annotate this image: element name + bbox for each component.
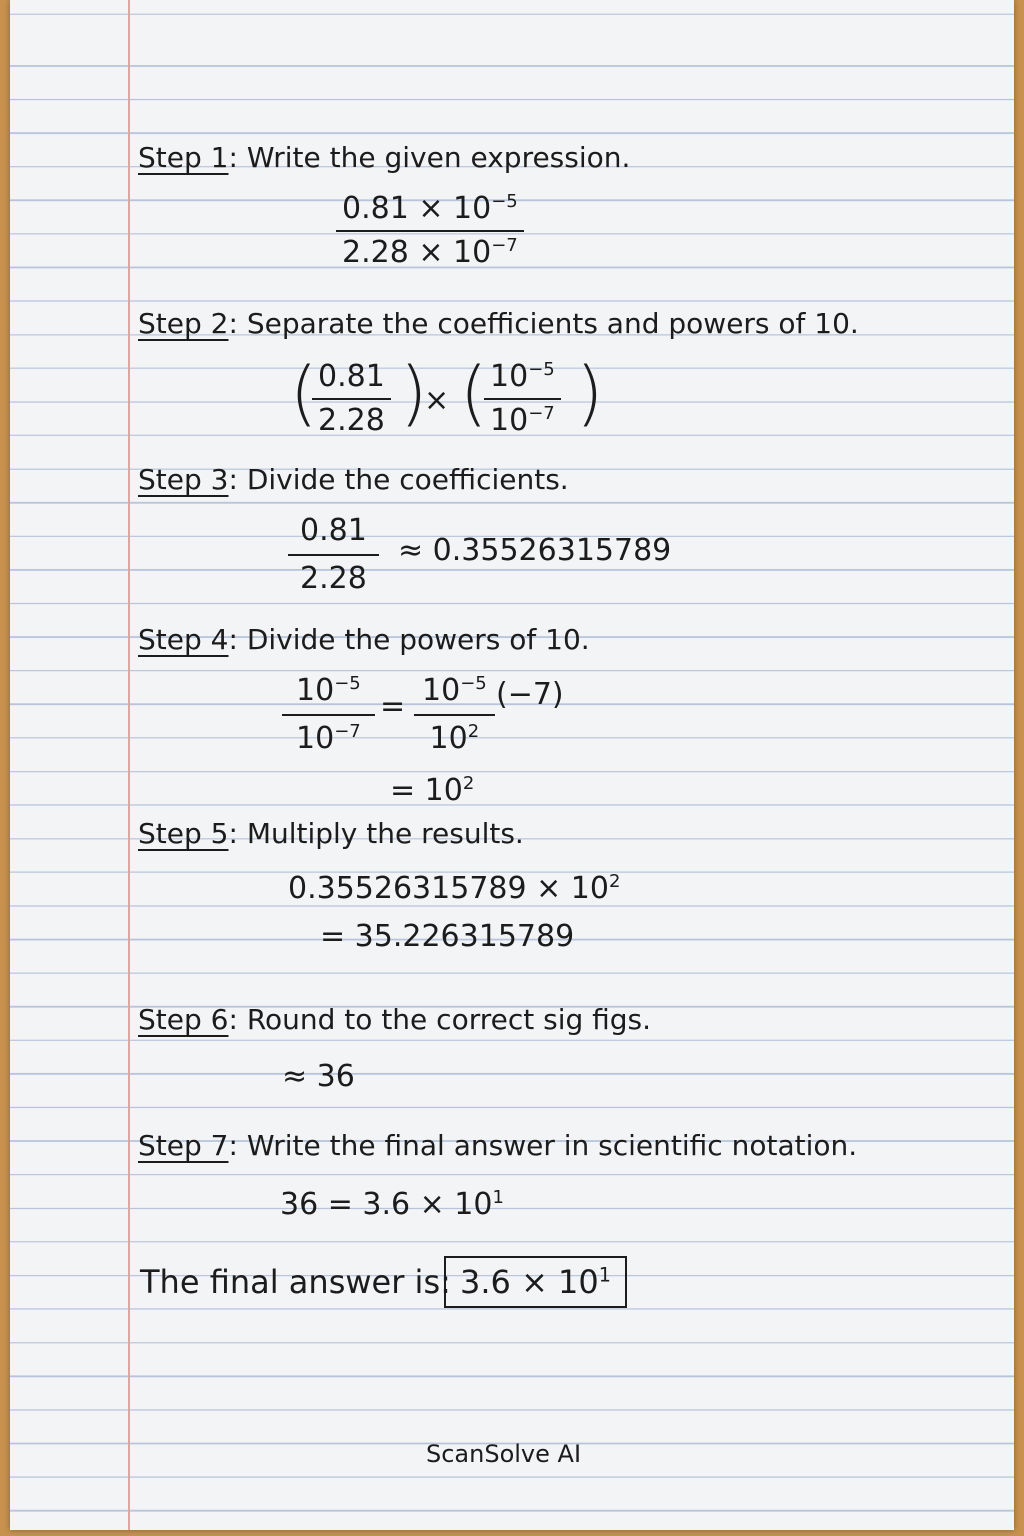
step-3-heading: Step 3: Divide the coefficients. bbox=[138, 463, 569, 496]
step-1-numerator: $0.81 \times 10^{-5}$ bbox=[336, 194, 524, 232]
final-answer-label: The final answer is: bbox=[140, 1263, 451, 1301]
left-paren: ( bbox=[290, 352, 318, 434]
step-4-left-numerator: $10^{-5}$ bbox=[282, 676, 375, 716]
step-6-label: Step 6 bbox=[138, 1003, 229, 1036]
step-3-fraction bbox=[288, 513, 379, 596]
step-4-text: Divide the powers of 10. bbox=[246, 623, 590, 656]
step-4-label: Step 4 bbox=[138, 623, 229, 656]
final-answer-box: $3.6 \times 10^1$ bbox=[444, 1256, 627, 1308]
step-2-label: Step 2 bbox=[138, 307, 229, 340]
step-2-power-denominator: $10^{-7}$ bbox=[490, 403, 555, 438]
step-2-coefficient-fraction bbox=[312, 359, 391, 438]
step-2-coef-numerator: 0.81 bbox=[312, 362, 391, 400]
step-1-label: Step 1 bbox=[138, 141, 229, 174]
step-5-label: Step 5 bbox=[138, 817, 229, 850]
notebook-page bbox=[10, 0, 1014, 1530]
step-3-label: Step 3 bbox=[138, 463, 229, 496]
right-paren: ) bbox=[400, 352, 428, 434]
step-7-result: $36 = 3.6 \times 10^1$ bbox=[280, 1187, 504, 1222]
left-paren: ( bbox=[460, 352, 488, 434]
step-4-left-fraction bbox=[282, 673, 375, 756]
step-4-middle-denominator: $10^2$ bbox=[429, 721, 480, 756]
step-7-text: Write the final answer in scientific notation. bbox=[246, 1129, 858, 1162]
step-1-fraction bbox=[336, 191, 524, 270]
step-2-heading: Step 2: Separate the coefficients and powers of 10. bbox=[138, 307, 859, 340]
step-7-heading: Step 7: Write the final answer in scientific notation. bbox=[138, 1129, 858, 1162]
step-5-heading: Step 5: Multiply the results. bbox=[138, 817, 524, 850]
step-2-power-numerator: $10^{-5}$ bbox=[484, 362, 561, 400]
step-4-result: = $10^2$ bbox=[390, 773, 475, 808]
step-4-heading: Step 4: Divide the powers of 10. bbox=[138, 623, 590, 656]
step-3-denominator: 2.28 bbox=[300, 561, 367, 596]
step-4-middle-fraction bbox=[414, 673, 495, 756]
step-2-coef-denominator: 2.28 bbox=[318, 403, 385, 438]
step-4-middle-numerator: $10^{-5}$ bbox=[414, 676, 495, 716]
step-2-power-fraction bbox=[484, 359, 561, 438]
step-4-exponent-note: (−7) bbox=[496, 677, 564, 712]
step-6-heading: Step 6: Round to the correct sig figs. bbox=[138, 1003, 652, 1036]
step-6-result: ≈ 36 bbox=[282, 1059, 355, 1094]
step-1-text: Write the given expression. bbox=[246, 141, 631, 174]
step-5-product: $0.35526315789 \times 10^2$ bbox=[288, 871, 621, 906]
times-sign: × bbox=[424, 383, 450, 418]
margin-line bbox=[128, 0, 130, 1530]
step-4-left-denominator: $10^{-7}$ bbox=[296, 721, 361, 756]
step-3-text: Divide the coefficients. bbox=[246, 463, 569, 496]
step-5-text: Multiply the results. bbox=[246, 817, 524, 850]
step-4-equals: = bbox=[380, 689, 406, 724]
step-2-text: Separate the coefficients and powers of 10. bbox=[246, 307, 859, 340]
step-7-label: Step 7 bbox=[138, 1129, 229, 1162]
right-paren: ) bbox=[576, 352, 604, 434]
step-5-result: = 35.226315789 bbox=[320, 919, 575, 954]
step-3-numerator: 0.81 bbox=[288, 516, 379, 556]
step-1-heading: Step 1: Write the given expression. bbox=[138, 141, 631, 174]
step-6-text: Round to the correct sig figs. bbox=[246, 1003, 652, 1036]
step-3-result: ≈ 0.35526315789 bbox=[398, 533, 672, 568]
step-1-denominator: $2.28 \times 10^{-7}$ bbox=[342, 235, 518, 270]
brand-watermark: ScanSolve AI bbox=[426, 1440, 582, 1468]
